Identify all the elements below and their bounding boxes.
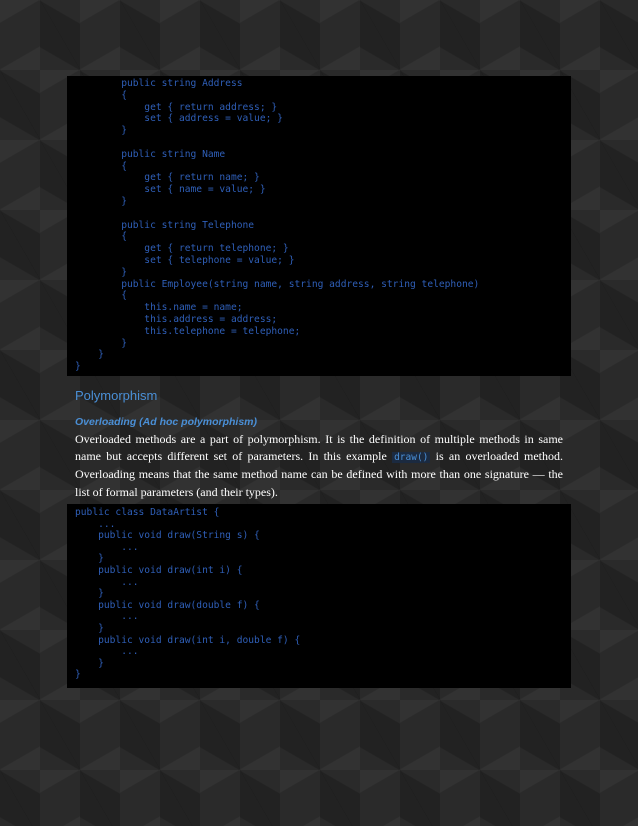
code-line: } — [75, 266, 127, 278]
code-line: this.address = address; — [75, 313, 278, 325]
code-line: public void draw(int i) { — [75, 564, 243, 576]
code-line: this.telephone = telephone; — [75, 325, 301, 337]
code-line: public void draw(int i, double f) { — [75, 634, 301, 646]
code-line: public string Address — [75, 78, 243, 89]
code-line: } — [75, 588, 104, 600]
code-line: } — [75, 657, 104, 669]
code-line: { — [75, 231, 127, 243]
code-line: { — [75, 290, 127, 302]
paragraph-text-end: is an overloaded method. Overloading means that the same method name can be defined with more than one signature — the list of formal parameters (and their types). — [75, 449, 563, 499]
code-line: } — [75, 337, 127, 349]
body-paragraph — [75, 431, 563, 501]
code-line: } — [75, 361, 81, 373]
section-subheading: Overloading (Ad hoc polymorphism) — [75, 416, 258, 428]
code-line: ... — [75, 576, 139, 588]
code-line: } — [75, 669, 81, 681]
code-line: set { address = value; } — [75, 113, 283, 125]
code-line: } — [75, 622, 104, 634]
code-line — [75, 208, 571, 220]
code-line: public Employee(string name, string address, string telephone) — [75, 278, 480, 290]
code-line: public void draw(String s) { — [75, 530, 260, 542]
code-block-employee — [67, 76, 571, 376]
code-line: set { name = value; } — [75, 184, 266, 196]
code-line: { — [75, 160, 127, 172]
code-line: public class DataArtist { — [75, 507, 220, 518]
code-line: } — [75, 349, 104, 361]
code-line: ... — [75, 541, 139, 553]
code-line: public string Name — [75, 148, 226, 160]
code-line: ... — [75, 646, 139, 658]
code-line: } — [75, 553, 104, 565]
paragraph-text-start: Overloaded methods are a part of polymorphism. It is the definition of multiple methods in same name but accepts different set of parameters. In this example — [75, 432, 563, 464]
code-line: set { telephone = value; } — [75, 254, 295, 266]
code-line: { — [75, 89, 127, 101]
code-block-data-artist — [67, 504, 571, 688]
code-line: ... — [75, 611, 139, 623]
code-line: } — [75, 195, 127, 207]
code-line: get { return name; } — [75, 172, 260, 184]
code-line: this.name = name; — [75, 302, 243, 314]
inline-code: draw() — [394, 452, 429, 464]
code-line: get { return address; } — [75, 101, 278, 113]
code-line: get { return telephone; } — [75, 243, 289, 255]
code-line: } — [75, 125, 127, 137]
code-line: public string Telephone — [75, 219, 255, 231]
code-line: public void draw(double f) { — [75, 599, 260, 611]
section-heading: Polymorphism — [75, 388, 158, 403]
code-line — [75, 137, 571, 149]
code-line: ... — [75, 518, 116, 530]
